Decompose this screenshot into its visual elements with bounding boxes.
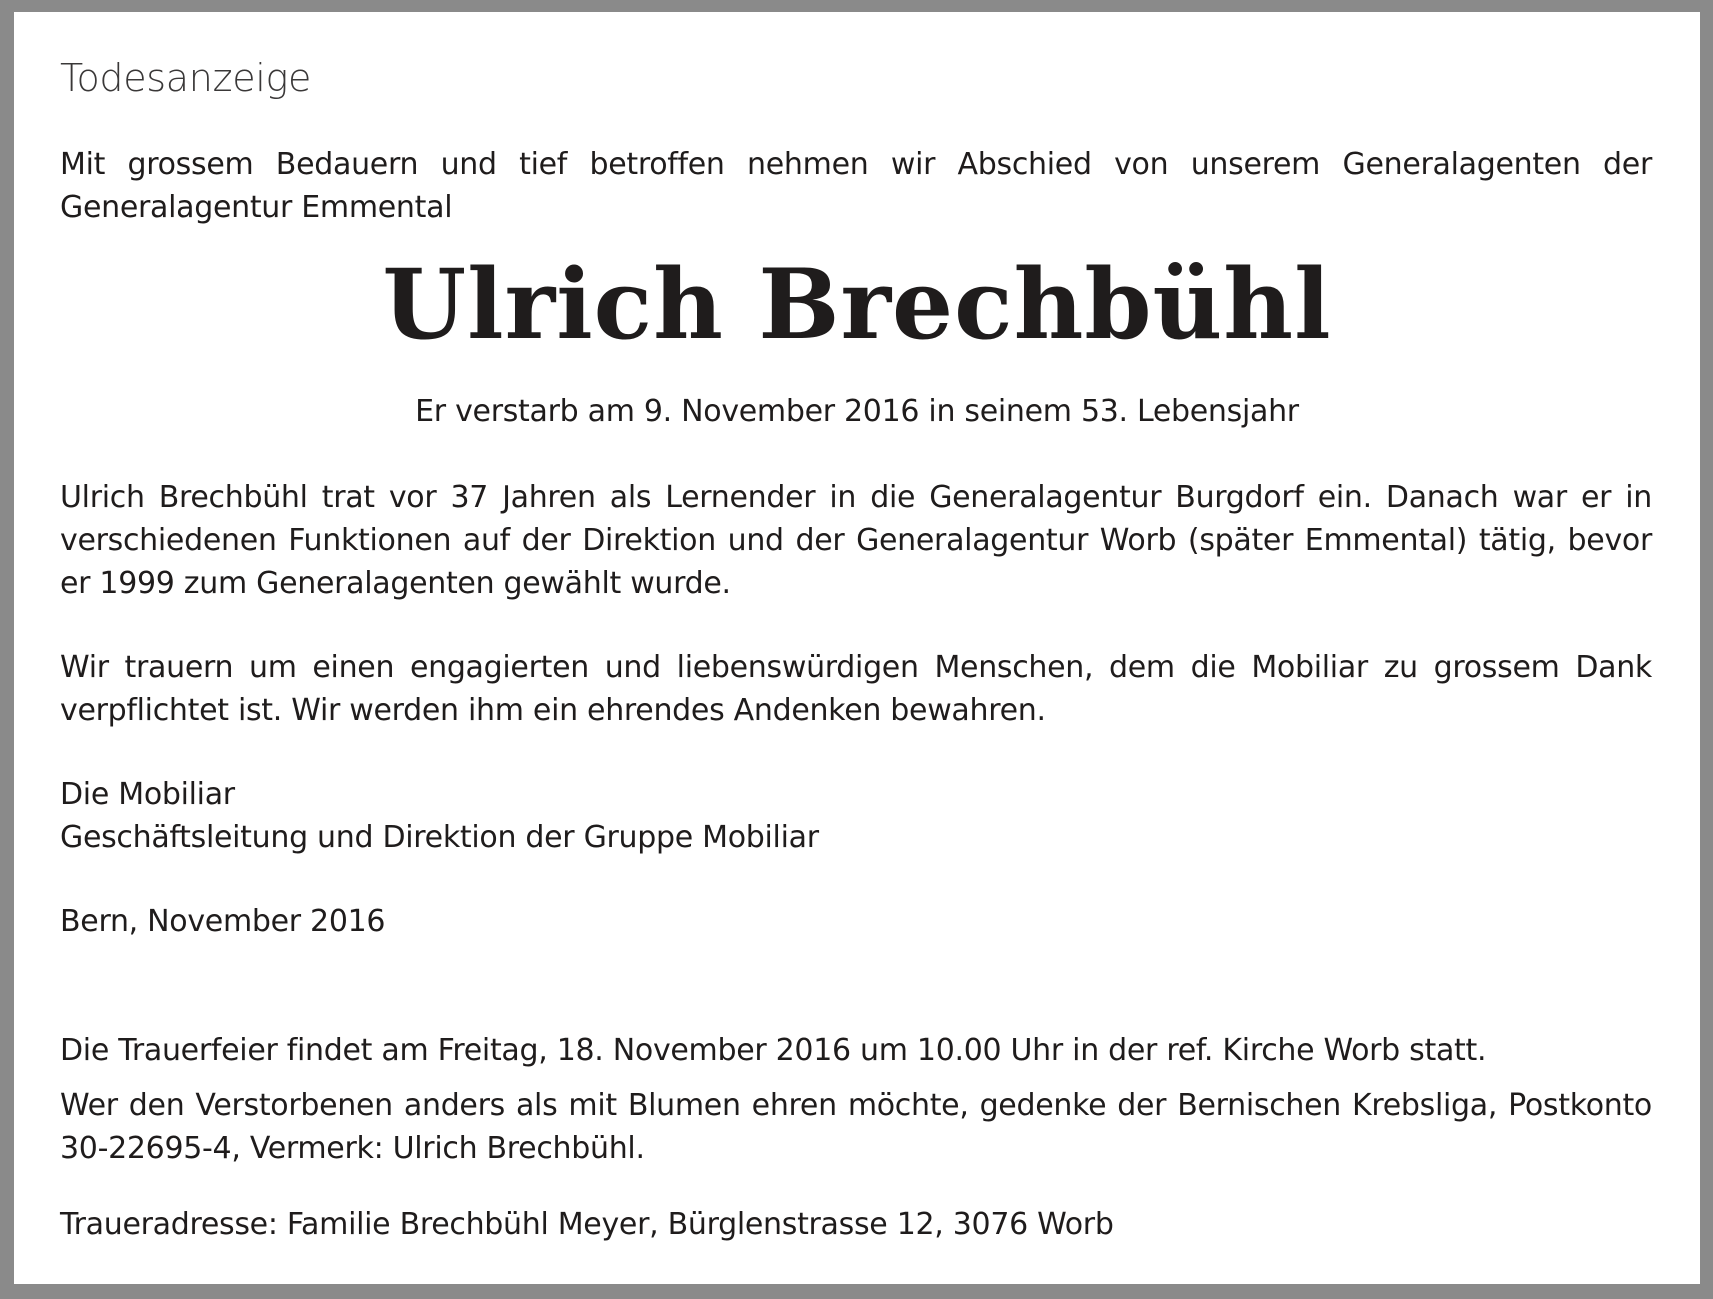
mourning-address: Traueradresse: Familie Brechbühl Meyer, Bürglenstrasse 12, 3076 Worb — [60, 1207, 1114, 1242]
signature-company: Die Mobiliar — [60, 777, 235, 812]
deceased-name: Ulrich Brechbühl — [382, 248, 1332, 361]
death-date-line: Er verstarb am 9. November 2016 in seinem 53. Lebensjahr — [415, 394, 1299, 429]
obituary-notice — [14, 12, 1700, 1284]
place-date: Bern, November 2016 — [60, 904, 386, 939]
career-paragraph: Ulrich Brechbühl trat vor 37 Jahren als Lernender in die Generalagentur Burgdorf ein. Danach war er in verschiedenen Funktionen auf der Direktion und der Generalagentur Worb (später Emmental) tätig, bevor er 1999 zum Generalagenten gewählt wurde. — [60, 480, 1652, 601]
mourning-paragraph: Wir trauern um einen engagierten und liebenswürdigen Menschen, dem die Mobiliar zu grossem Dank verpflichtet ist. Wir werden ihm ein ehrendes Andenken bewahren. — [60, 650, 1652, 728]
intro-text: Mit grossem Bedauern und tief betroffen nehmen wir Abschied von unserem Generalagenten der Generalagentur Emmental — [60, 147, 1652, 225]
notice-type-label: Todesanzeige — [60, 56, 312, 100]
signature-department: Geschäftsleitung und Direktion der Gruppe Mobiliar — [60, 820, 819, 855]
donation-info: Wer den Verstorbenen anders als mit Blumen ehren möchte, gedenke der Bernischen Krebsliga, Postkonto 30-22695-4, Vermerk: Ulrich Brechbühl. — [60, 1088, 1652, 1166]
funeral-info: Die Trauerfeier findet am Freitag, 18. November 2016 um 10.00 Uhr in der ref. Kirche Worb statt. — [60, 1033, 1487, 1068]
signature-block — [60, 773, 1652, 859]
